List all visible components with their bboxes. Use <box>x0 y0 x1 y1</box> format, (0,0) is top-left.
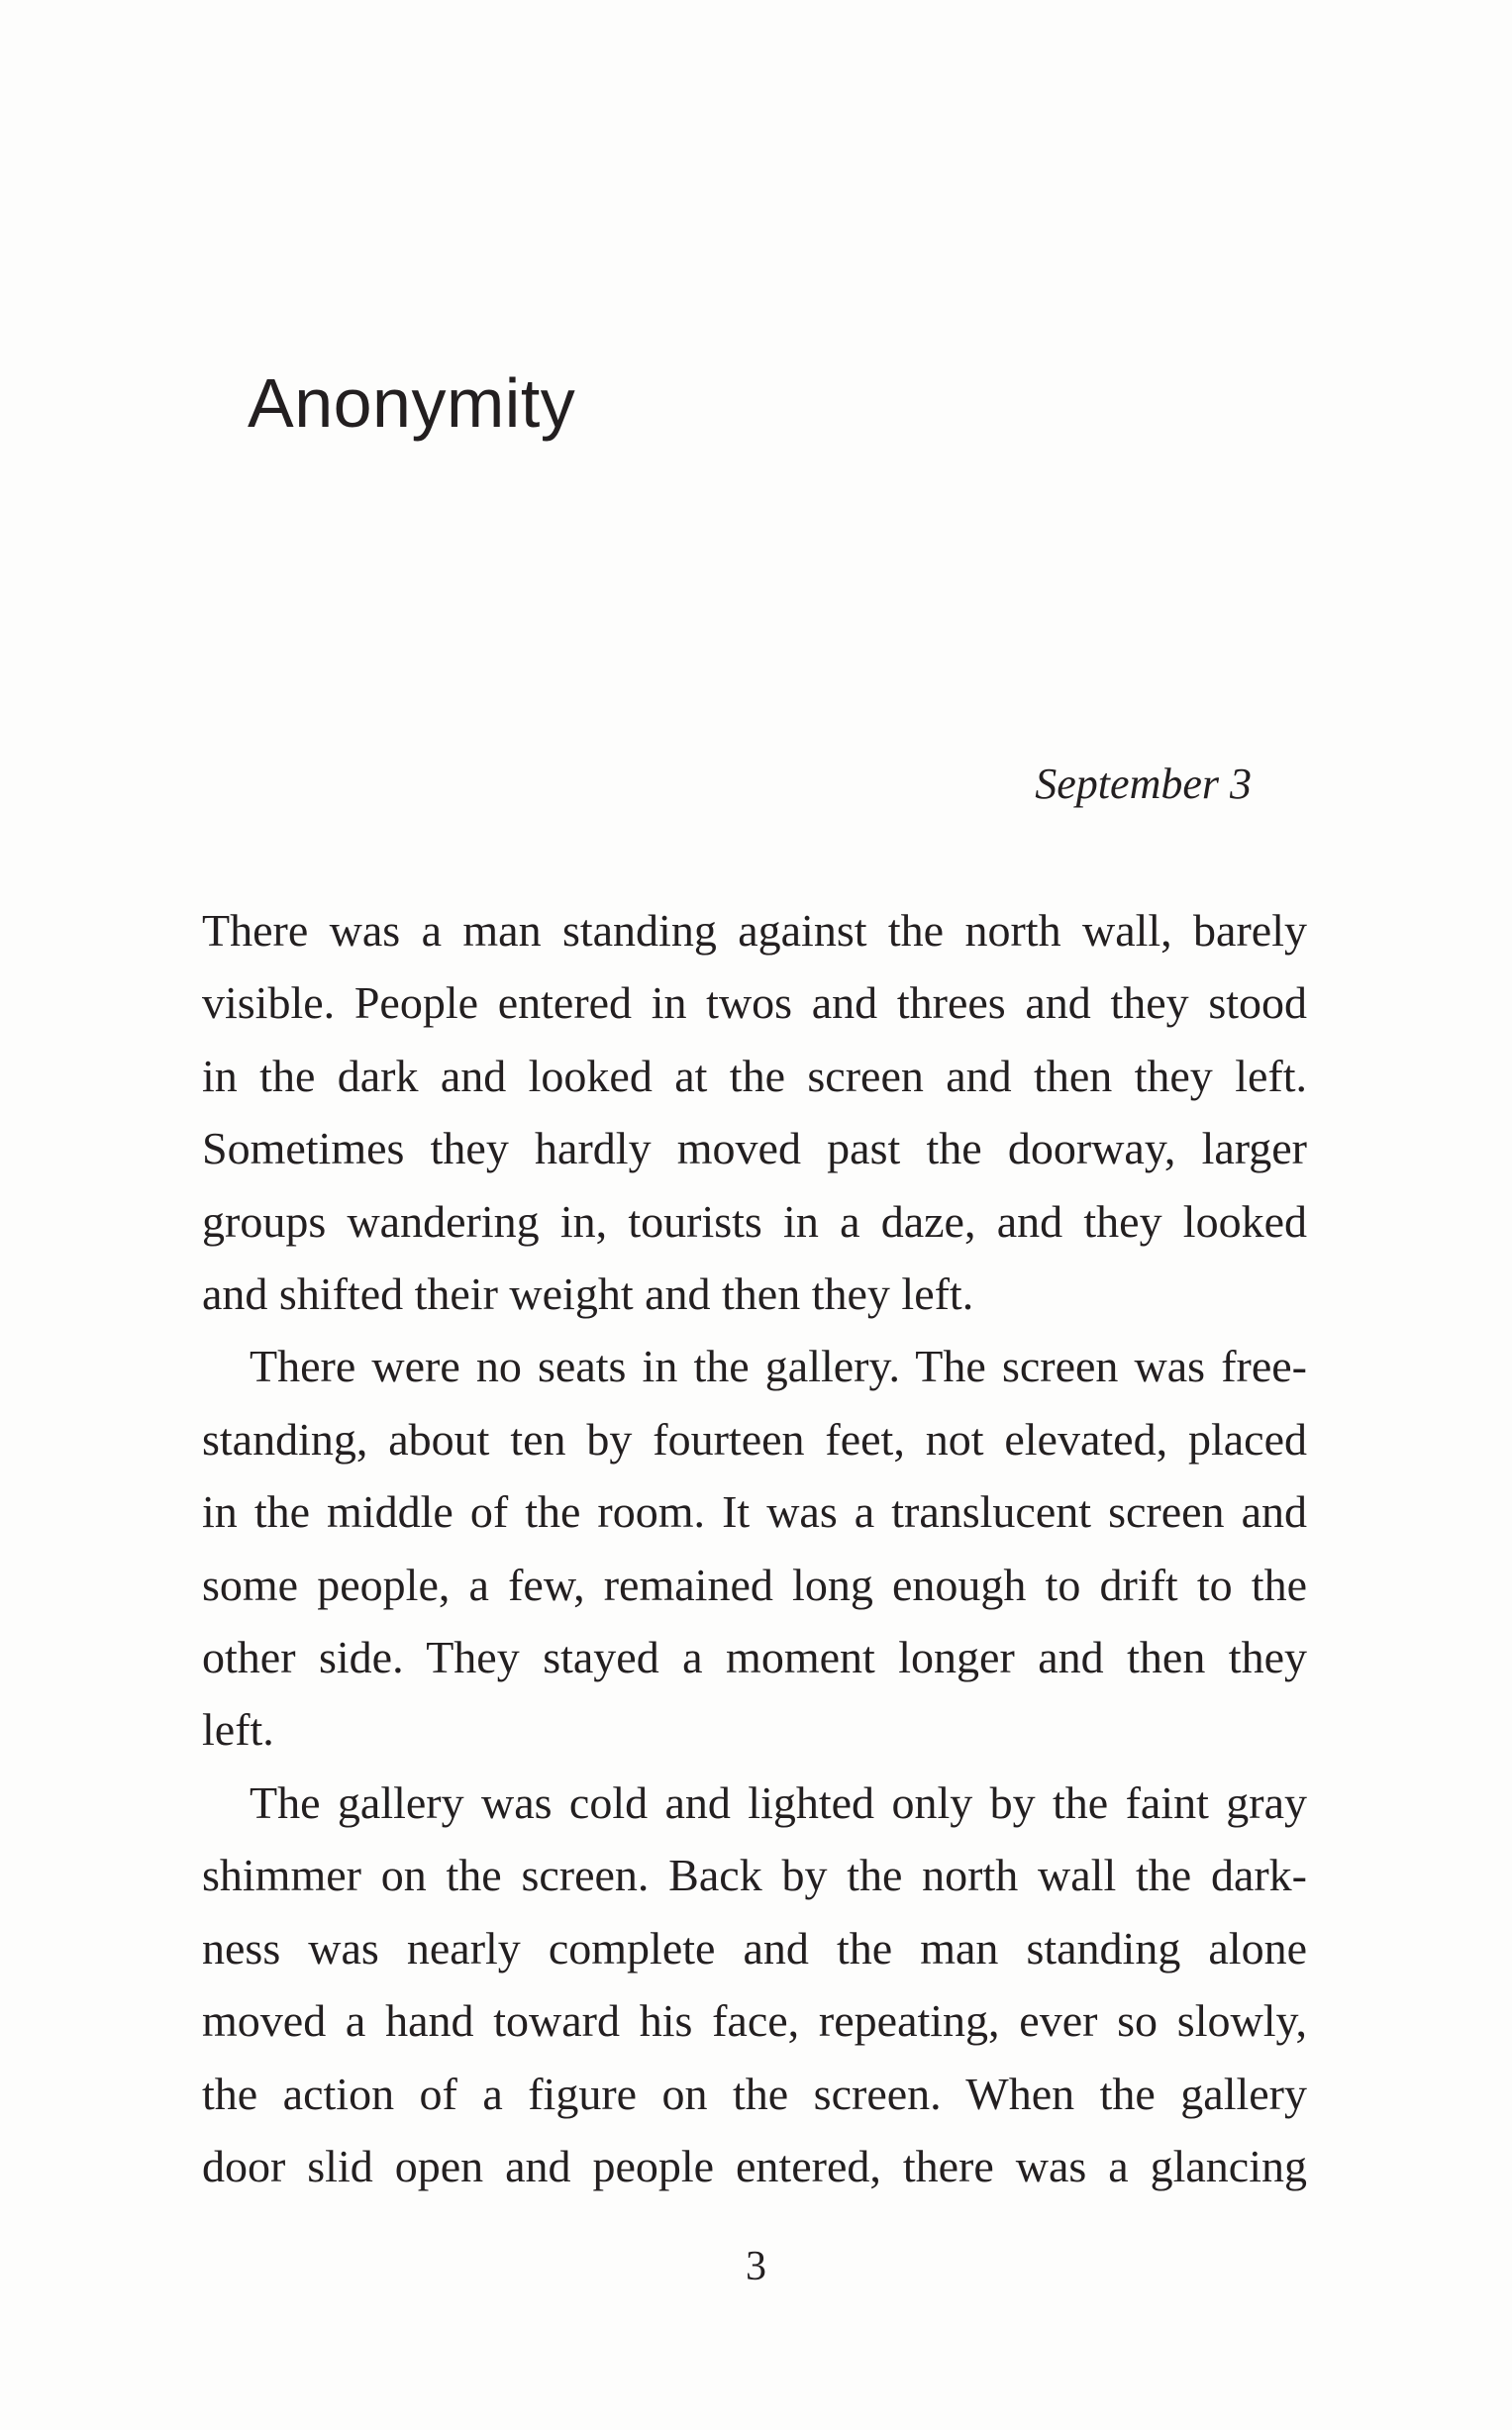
chapter-date: September 3 <box>1035 759 1252 808</box>
text-line: shimmer on the screen. Back by the north wall the dark- <box>202 1850 1307 1901</box>
text-line: groups wandering in, tourists in a daze, and they looked <box>202 1195 1307 1247</box>
text-line: in the dark and looked at the screen and then they left. <box>202 1050 1307 1101</box>
text-line: some people, a few, remained long enough to drift to the <box>202 1559 1307 1610</box>
text-line: There was a man standing against the north wall, barely <box>202 905 1307 956</box>
text-line: door slid open and people entered, there was a glancing <box>202 2140 1307 2191</box>
text-line: left. <box>202 1704 274 1756</box>
text-line: in the middle of the room. It was a translucent screen and <box>202 1486 1307 1538</box>
text-line: Sometimes they hardly moved past the doorway, larger <box>202 1123 1307 1174</box>
chapter-title: Anonymity <box>248 364 576 442</box>
text-line: the action of a figure on the screen. When the gallery <box>202 2068 1307 2119</box>
text-line: There were no seats in the gallery. The screen was free- <box>250 1341 1307 1392</box>
text-line: The gallery was cold and lighted only by the faint gray <box>250 1776 1307 1828</box>
text-line: moved a hand toward his face, repeating, ever so slowly, <box>202 1995 1307 2047</box>
paragraph-2 <box>202 1330 1307 1766</box>
text-line: and shifted their weight and then they left. <box>202 1268 974 1320</box>
text-line: other side. They stayed a moment longer and then they <box>202 1632 1307 1683</box>
page-number: 3 <box>746 2244 766 2289</box>
paragraph-1 <box>202 894 1307 1330</box>
text-line: standing, about ten by fourteen feet, not elevated, placed <box>202 1413 1307 1465</box>
text-line: ness was nearly complete and the man standing alone <box>202 1922 1307 1974</box>
paragraph-3 <box>202 1767 1307 2202</box>
body-text <box>202 894 1307 2202</box>
text-line: visible. People entered in twos and threes and they stood <box>202 977 1307 1029</box>
